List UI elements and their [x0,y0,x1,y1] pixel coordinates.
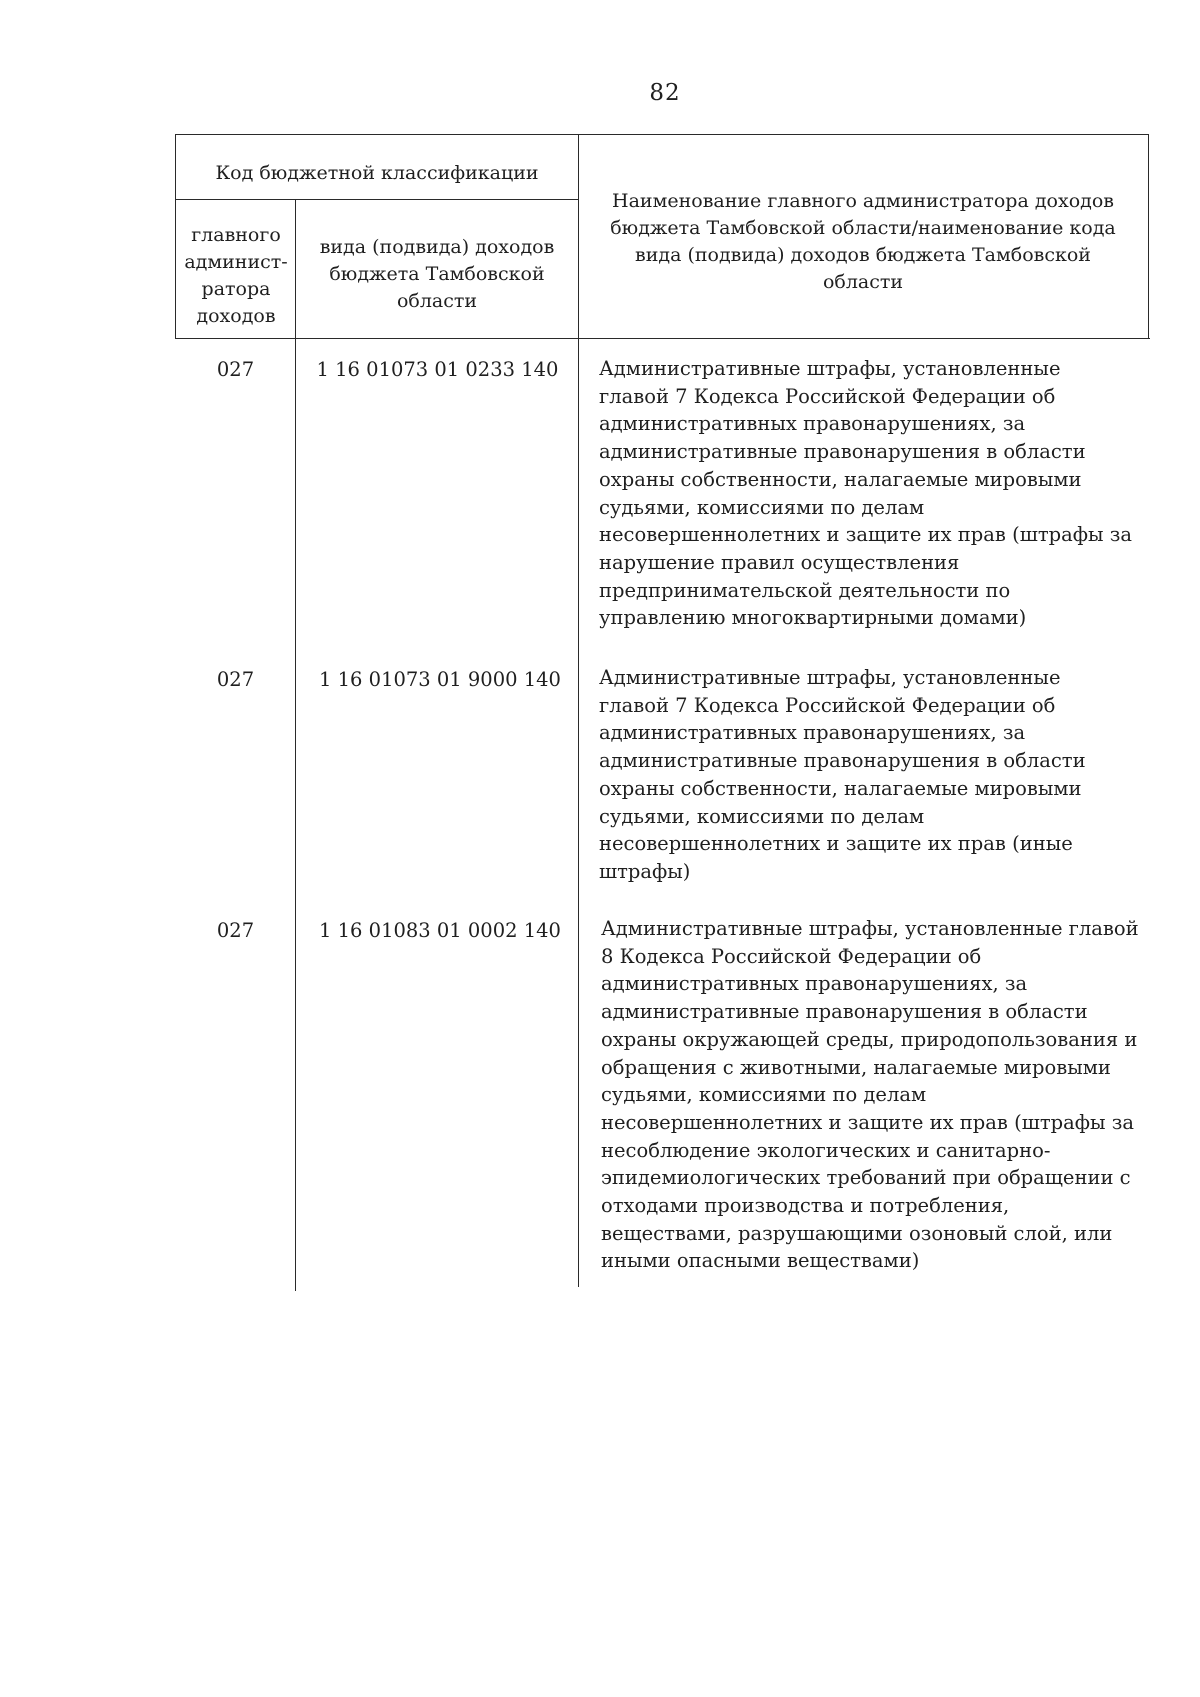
table-left-border [175,134,176,339]
row-3-revenue-code: 1 16 01083 01 0002 140 [319,919,561,942]
header-name-column: Наименование главного администратора доходов бюджета Тамбовской области/наименование кода вида (подвида) доходов бюджета Тамбовской области [610,190,1116,293]
row-3-admin-code: 027 [216,919,255,942]
header-bottom-border [175,338,1150,339]
row-2-admin-code: 027 [216,668,255,691]
row-1-revenue-name: Административные штрафы, установленные главой 7 Кодекса Российской Федерации об административных правонарушениях, за административные правонарушения в области охраны собственности, налагаемые мировыми судьями, комиссиями по делам несовершеннолетних и защите их прав (штрафы за нарушение правил осуществления предпринимательской деятельности по управлению многоквартирными домами) [599,357,1132,630]
header-group-divider [175,199,578,200]
table-right-border [1148,134,1149,339]
row-1-revenue-code: 1 16 01073 01 0233 140 [316,358,559,381]
column-divider-name [578,134,579,1287]
row-1-admin-code: 027 [216,358,255,381]
header-code-column: вида (подвида) доходов бюджета Тамбовской области [319,236,555,312]
row-3-revenue-name: Административные штрафы, установленные главой 8 Кодекса Российской Федерации об административных правонарушениях, за административные правонарушения в области охраны окружающей среды, природопользования и обращения с животными, налагаемые мировыми судьями, комиссиями по делам несовершеннолетних и защите их прав (штрафы за несоблюдение экологических и санитарно-эпидемиологических требований при обращении с отходами производства и потребления, веществами, разрушающими озоновый слой, или иными опасными веществами) [601,917,1139,1273]
row-2-revenue-name: Административные штрафы, установленные главой 7 Кодекса Российской Федерации об административных правонарушениях, за административные правонарушения в области охраны собственности, налагаемые мировыми судьями, комиссиями по делам несовершеннолетних и защите их прав (иные штрафы) [599,666,1086,883]
header-budget-classification: Код бюджетной классификации [215,162,539,184]
column-divider-admin [295,199,296,1291]
page-number: 82 [649,80,681,106]
header-admin-column: главного админист-ратора доходов [184,224,288,327]
table-top-border [175,134,1148,135]
row-2-revenue-code: 1 16 01073 01 9000 140 [319,668,561,691]
